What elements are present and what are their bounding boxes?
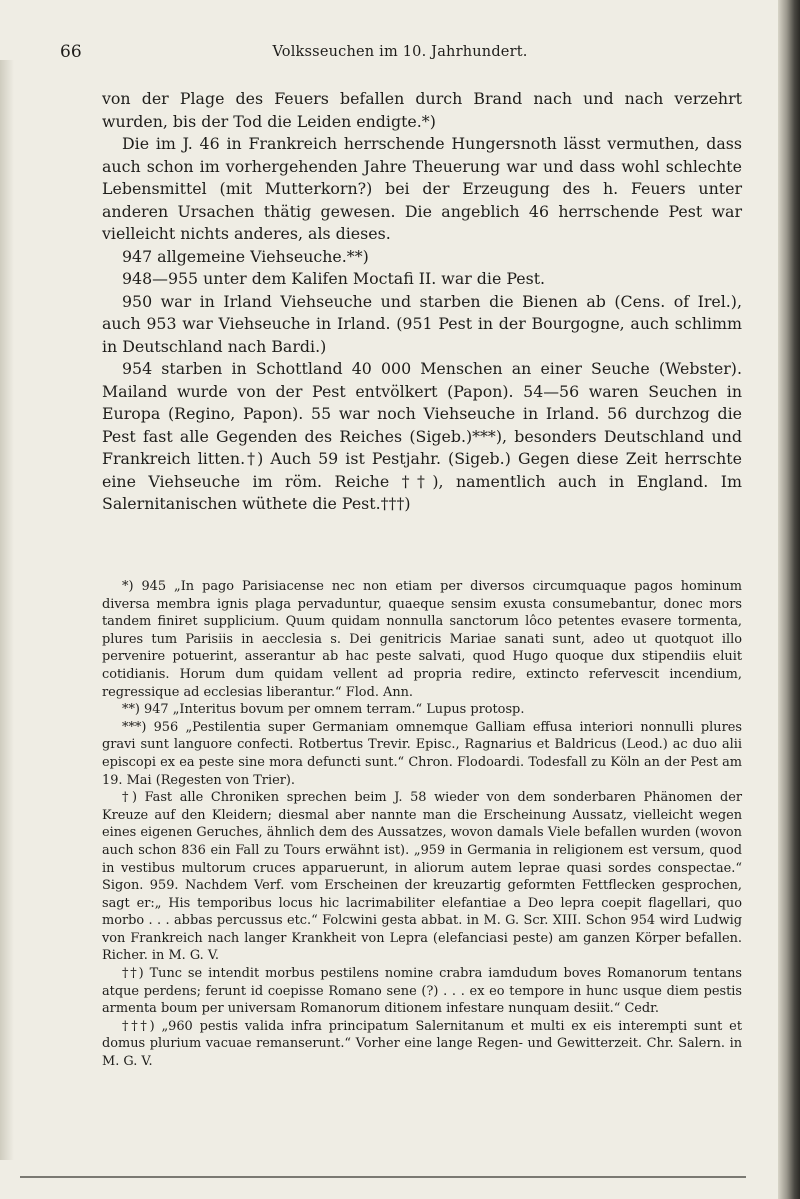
paragraph: 948—955 unter dem Kalifen Moctafi II. war die Pest. [122,269,546,288]
book-spine-edge [778,0,800,1199]
footnote: ***) 956 „Pestilentia super Germaniam omnemque Galliam effusa interiori nonnulli plures gravi sunt languore confecti. Rotbertus Trevir. Episc., Ragnarius et Baldricus (Leod.) ac duo alii episcopi ex ea peste sine mora defuncti sunt.“ Chron. Flodoardi. Todesfall zu Köln an der Pest am 19. Mai (Regesten von Trier). [102,719,742,788]
footnote: **) 947 „Interitus bovum per omnem terram.“ Lupus protosp. [122,702,525,718]
footnotes [102,578,742,1071]
paragraph: Die im J. 46 in Frankreich herrschende Hungersnoth lässt vermuthen, dass auch schon im vorhergehenden Jahre Theuerung war und dass wohl schlechte Lebensmittel (mit Mutterkorn?) bei der Erzeugung des h. Feuers unter anderen Ursachen thätig gewesen. Die angeblich 46 herrschende Pest war vielleicht nichts anderes, als dieses. [102,134,742,243]
paragraph: 947 allgemeine Viehseuche.**) [122,246,369,266]
page-bottom-edge [20,1176,746,1188]
page-header [60,42,740,70]
main-text [102,88,742,516]
footnote: †) Fast alle Chroniken sprechen beim J. 58 wieder von dem sonderbaren Phänomen der Kreuze auf den Kleidern; diesmal aber nannte man die Erscheinung Aussatz, vielleicht wegen eines eigenen Geruches, ähnlich dem des Aussatzes, wovon damals Viele befallen wurden (wovon auch schon 836 ein Fall zu Tours erwähnt ist). „959 in Germania in religionem est versum, quod in vestibus multorum cruces apparuerunt, in aliorum autem leprae quasi sordes conspectae.“ Sigon. 959. Nachdem Verf. vom Erscheinen der kreuzartig geformten Fettflecken gesprochen, sagt er:„ His temporibus locus hic lacrimabiliter elefantiae a Deo lepra coepit flagellari, quo morbo . . . abbas percussus etc.“ Folcwini gesta abbat. in M. G. Scr. XIII. Schon 954 wird Ludwig von Frankreich nach langer Krankheit von Lepra (elefanciasi peste) am ganzen Körper befallen. Richer. in M. G. V. [102,790,742,964]
footnote: *) 945 „In pago Parisiacense nec non etiam per diversos circumquaque pagos hominum diversa membra ignis plaga pervaduntur, quaeque sensim exusta consumebantur, donec mors tandem finiret supplicium. Quum quidam nonnulla sanctorum lôco petentes evasere tormenta, plures tum Parisiis in aecclesia s. Dei genitricis Mariae sanati sunt, adeo ut quotquot illo pervenire potuerint, asserantur ab hac peste salvati, quod Hugo quoque dux stipendiis eluit cotidianis. Horum dum quidam vellent ad propria redire, extincto refervescit incendium, regressique ad ecclesias liberantur.“ Flod. Ann. [102,579,742,700]
paragraph: von der Plage des Feuers befallen durch Brand nach und nach verzehrt wurden, bis der Tod die Leiden endigte.*) [102,89,742,131]
running-title: Volksseuchen im 10. Jahrhundert. [272,44,528,60]
page-number: 66 [60,42,82,62]
paragraph: 950 war in Irland Viehseuche und starben die Bienen ab (Cens. of Irel.), auch 953 war Viehseuche in Irland. (951 Pest in der Bourgogne, auch schlimm in Deutschland nach Bardi.) [102,291,742,356]
page-gutter-shadow [0,60,14,1160]
footnote: †††) „960 pestis valida infra principatum Salernitanum et multi ex eis interempti sunt et domus plurium vacuae remanserunt.“ Vorher eine lange Regen- und Gewitterzeit. Chr. Salern. in M. G. V. [102,1018,742,1070]
paragraph: 954 starben in Schottland 40 000 Menschen an einer Seuche (Webster). Mailand wurde von der Pest entvölkert (Papon). 54—56 waren Seuchen in Europa (Regino, Papon). 55 war noch Viehseuche in Irland. 56 durchzog die Pest fast alle Gegenden des Reiches (Sigeb.)***), besonders Deutschland und Frankreich litten.†) Auch 59 ist Pestjahr. (Sigeb.) Gegen diese Zeit herrschte eine Viehseuche im röm. Reiche ††), namentlich auch in England. Im Salernitanischen wüthete die Pest.†††) [102,359,742,513]
footnote: ††) Tunc se intendit morbus pestilens nomine crabra iamdudum boves Romanorum tentans atque perdens; ferunt id coepisse Romano sene (?) . . . ex eo tempore in hunc usque diem pestis armenta boum per universam Romanorum ditionem infestare nunquam desiit.“ Cedr. [102,966,742,1017]
